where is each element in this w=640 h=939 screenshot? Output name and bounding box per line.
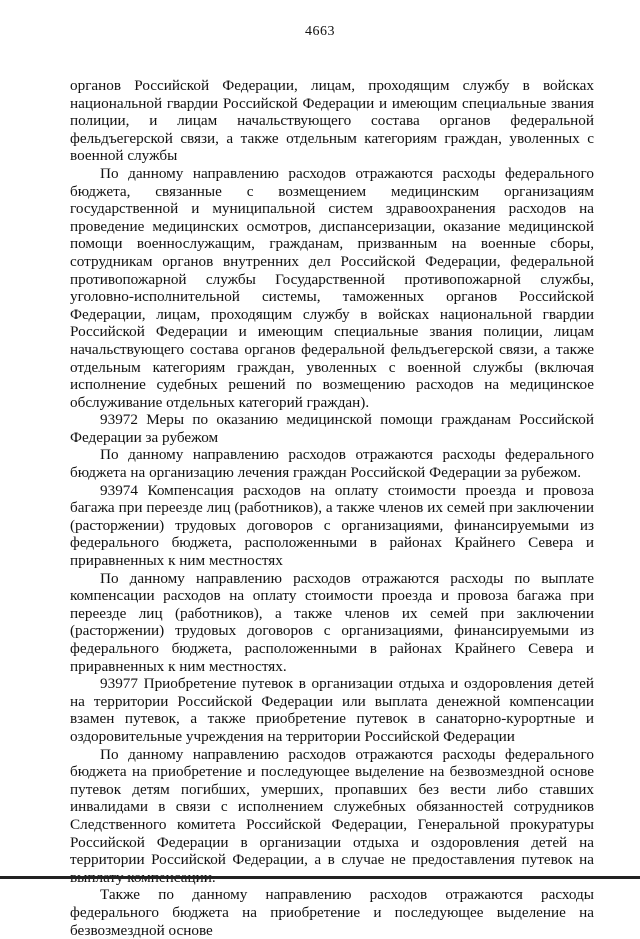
bottom-rule: [0, 876, 640, 879]
section-heading-93972: 93972 Меры по оказанию медицинской помощи гражданам Российской Федерации за рубежом: [70, 411, 594, 446]
paragraph-3: По данному направлению расходов отражаются расходы федерального бюджета на организацию лечения граждан Российской Федерации за рубежом.: [70, 446, 594, 482]
section-heading-93974: 93974 Компенсация расходов на оплату стоимости проезда и провоза багажа при переезде лиц (работников), а также членов их семей при заключении (расторжении) трудовых договоров с организациями, финансируемыми из федерального бюджета, расположенными в районах Крайнего Севера и приравненных к ним местностях: [70, 481, 594, 570]
page-number: 4663: [305, 24, 335, 39]
paragraph-1: органов Российской Федерации, лицам, проходящим службу в войсках национальной гвардии Российской Федерации и имеющим специальные звания полиции, и лицам начальствующего состава органов федеральной фельдъегерской связи, а также отдельным категориям граждан, уволенных с военной службы: [70, 77, 594, 165]
paragraph-5: По данному направлению расходов отражаются расходы федерального бюджета на приобретение и последующее выделение на безвозмездной основе путевок детям погибших, умерших, пропавших без вести либо ставших инвалидами в связи с исполнением служебных обязанностей сотрудников Следственного комитета Российской Федерации, Генеральной прокуратуры Российской Федерации в организации отдыха и оздоровления детей на территории Российской Федерации, а в случае не предоставления путевок на: [70, 745, 594, 869]
paragraph-2: По данному направлению расходов отражаются расходы федерального бюджета, связанные с возмещением медицинским организациям государственной и муниципальной систем здравоохранения расходов на проведение медицинских осмотров, диспансеризации, оказание медицинской помощи военнослужащим, гражданам, призванным на военные сборы, сотрудникам органов внутренних дел Российской Федерации, федеральной противопожарной службы Государственной противопожарной службы, уголовно-исполнительной системы, таможенных органов Российской Федерации, лицам, проходящим службу в войсках национальной гвардии Российской Федерации и имеющим специальные звания полиции, лицам начальствующего состава органов федеральной фельдъегерской связи, а также отдельным категориям граждан, уволенных с военной службы (включая исполнение судебных решений по возмещению расходов на медицинское обслуживание отдельных категорий граждан).: [70, 164, 594, 411]
paragraph-6: Также по данному направлению расходов отражаются расходы федерального бюджета на приобретение и последующее выделение на безвозмездной основе: [70, 886, 594, 939]
document-body: [70, 77, 594, 939]
paragraph-4: По данному направлению расходов отражаются расходы по выплате компенсации расходов на оплату стоимости проезда и провоза багажа при переезде лиц (работников), а также членов их семей при заключении (расторжении) трудовых договоров с организациями, финансируемыми из федерального бюджета, расположенными в районах Крайнего Севера и приравненных к ним местностях.: [70, 569, 594, 675]
section-heading-93977: 93977 Приобретение путевок в организации отдыха и оздоровления детей на территории Российской Федерации или выплата денежной компенсации взамен путевок, а также приобретение путевок в санаторно-курортные и оздоровительные учреждения на территории Российской Федерации: [70, 675, 594, 745]
